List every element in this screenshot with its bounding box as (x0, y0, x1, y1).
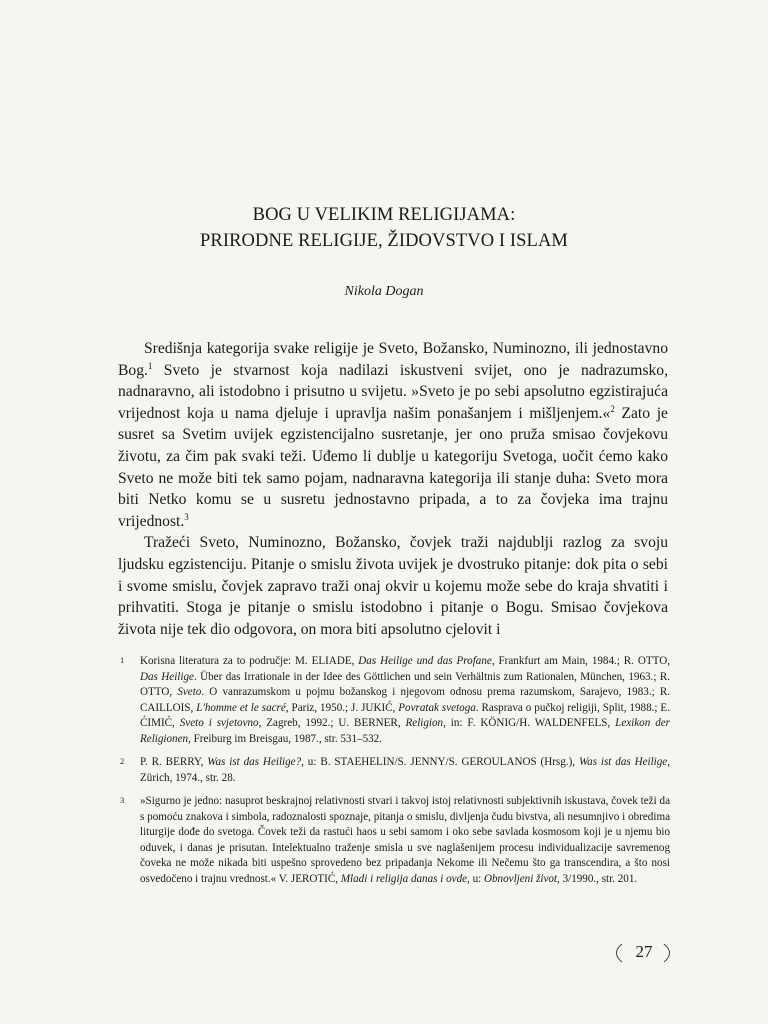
footnote-text: P. R. BERRY, (140, 756, 208, 768)
footnote-number: 3 (120, 795, 125, 805)
footnote-text: , Frankfurt am Main, 1984.; R. OTTO, (491, 655, 670, 667)
footnote-italic: Obnovljeni život (484, 872, 558, 885)
footnote-italic: Das Heilige (140, 670, 194, 683)
footnote-text: , Zagreb, 1992.; U. BERNER, (258, 717, 406, 729)
footnote-1 (120, 654, 670, 747)
paragraph-2: Tražeći Sveto, Numinozno, Božansko, čovjek traži najdublji razlog za svoju ljudsku egzistenciju. Pitanje o smislu života uvijek je dvostruko pitanje: dok pita o sebi i svome smislu, čovjek zapravo traži onaj okvir u kojemu može sebe do kraja shvatiti i prihvatiti. Stoga je pitanje o smislu istodobno i pitanje o Bogu. Smisao čovjekova života nije tek dio odgovora, on mora biti apsolutno cjelovit i (118, 534, 668, 638)
footnote-italic: Das Heilige und das Profane (358, 655, 492, 667)
footnote-italic: Was ist das Heilige (578, 756, 668, 768)
paragraph-1 (118, 338, 668, 532)
footnote-italic: Religion (405, 717, 444, 729)
footnote-italic: Mladi i religija danas i ovde (340, 872, 468, 885)
footnote-text: , Zürich, 1974., str. 28. (140, 756, 671, 784)
footnote-number: 1 (120, 655, 125, 665)
footnote-italic: Was ist das Heilige? (207, 756, 302, 768)
footnote-text: , 3/1990., str. 201. (557, 872, 638, 885)
page-number: 27 (635, 942, 653, 961)
footnote-italic: L'homme et le sacré (196, 701, 286, 714)
footnotes (120, 654, 670, 895)
footnote-text: . O vanrazumskom u pojmu božanskog i njegovom odnosu prema razumskom, Sarajevo, 1983.; R. CAILLOIS, (140, 686, 670, 714)
footnote-ref-2: 2 (610, 403, 615, 414)
footnote-ref-1: 1 (147, 360, 153, 371)
footnote-ref-3: 3 (184, 511, 189, 522)
footnote-text: . Rasprava o pučkoj religiji, Split, 1988.; E. ĆIMIĆ, (140, 701, 670, 729)
footnote-italic: Sveto (177, 686, 202, 698)
title-line-1: BOG U VELIKIM RELIGIJAMA: (252, 205, 516, 225)
chapter-title (0, 202, 768, 254)
paragraph-1-part-b: Sveto je stvarnost koja nadilazi iskustveni svijet, ono je nadrazumsko, nadnaravno, ali istodobno i prisutno u svijetu. »Sveto je po sebi apsolutno egzistirajuća vrijednost koja u nama djeluje i upravlja našim ponašanjem i mišljenjem.« (118, 361, 668, 422)
footnote-text: , in: F. KÖNIG/H. WALDENFELS, (443, 717, 616, 729)
footnote-text: , Freiburg im Breisgau, 1987., str. 531–532. (188, 732, 382, 745)
title-line-2: PRIRODNE RELIGIJE, ŽIDOVSTVO I ISLAM (200, 231, 568, 251)
footnote-3 (120, 794, 670, 887)
footnote-text: »Sigurno je jedno: nasuprot beskrajnoj relativnosti stvari i takvoj istoj relativnosti subjektivnih iskustava, čovek teži da s pomoću znakova i simbola, radoznalosti spoznaje, pitanja o smislu, divljenja čudu bivstva, ali nesumnjivo i obredima liturgije dođe do svetoga. Čovek teži da rastući haos u sebi samom i oko sebe savlada kosmosom koji je u njemu bio oduvek, i danas je prisutan. Intelektualno traženje smisla u sve naglašenijem procesu individualizacije savremenog čoveka ne može nikada biti uspešno sprovedeno bez pripadanja Nekome ili Nečemu što ga transcendira, a što nosi osvedočeno i trajnu vrednost.« V. JEROTIĆ, (140, 795, 670, 885)
footnote-text: Korisna literatura za to područje: M. ELIADE, (140, 655, 359, 667)
footnote-number: 2 (120, 756, 125, 766)
paragraph-1-part-a: Središnja kategorija svake religije je Sveto, Božansko, Numinozno, ili jednostavno Bog. (118, 340, 668, 379)
footnote-italic: Sveto i svjetovno (179, 717, 259, 729)
footnote-text: , u: (467, 872, 484, 885)
footnote-italic: Povratak svetoga (398, 701, 476, 714)
footnote-italic: Lexikon der Religionen (140, 717, 670, 745)
footnote-2 (120, 755, 670, 786)
body-text (118, 338, 668, 640)
footnote-text: , u: B. STAEHELIN/S. JENNY/S. GEROULANOS (Hrsg.), (301, 756, 579, 768)
author-name: Nikola Dogan (344, 284, 424, 299)
footnote-text: , Pariz, 1950.; J. JUKIĆ, (285, 701, 399, 714)
footnote-text: . Über das Irrationale in der Idee des Göttlichen und sein Verhältnis zum Rationalen, München, 1963.; R. OTTO, (140, 670, 670, 698)
paragraph-1-part-c: Zato je susret sa Svetim uvijek egzistencijalno susretanje, jer ono pruža smisao čovjekovu životu, za čim pak svaki teži. Uđemo li dublje u kategoriju Svetoga, uočit ćemo kako Sveto ne može biti tek samo pojam, nadnaravna kategorija ili stanje duha: Sveto mora biti Netko komu se u susretu jednostavno pripada, a to za čovjeka ima trajnu vrijednost. (118, 404, 668, 530)
